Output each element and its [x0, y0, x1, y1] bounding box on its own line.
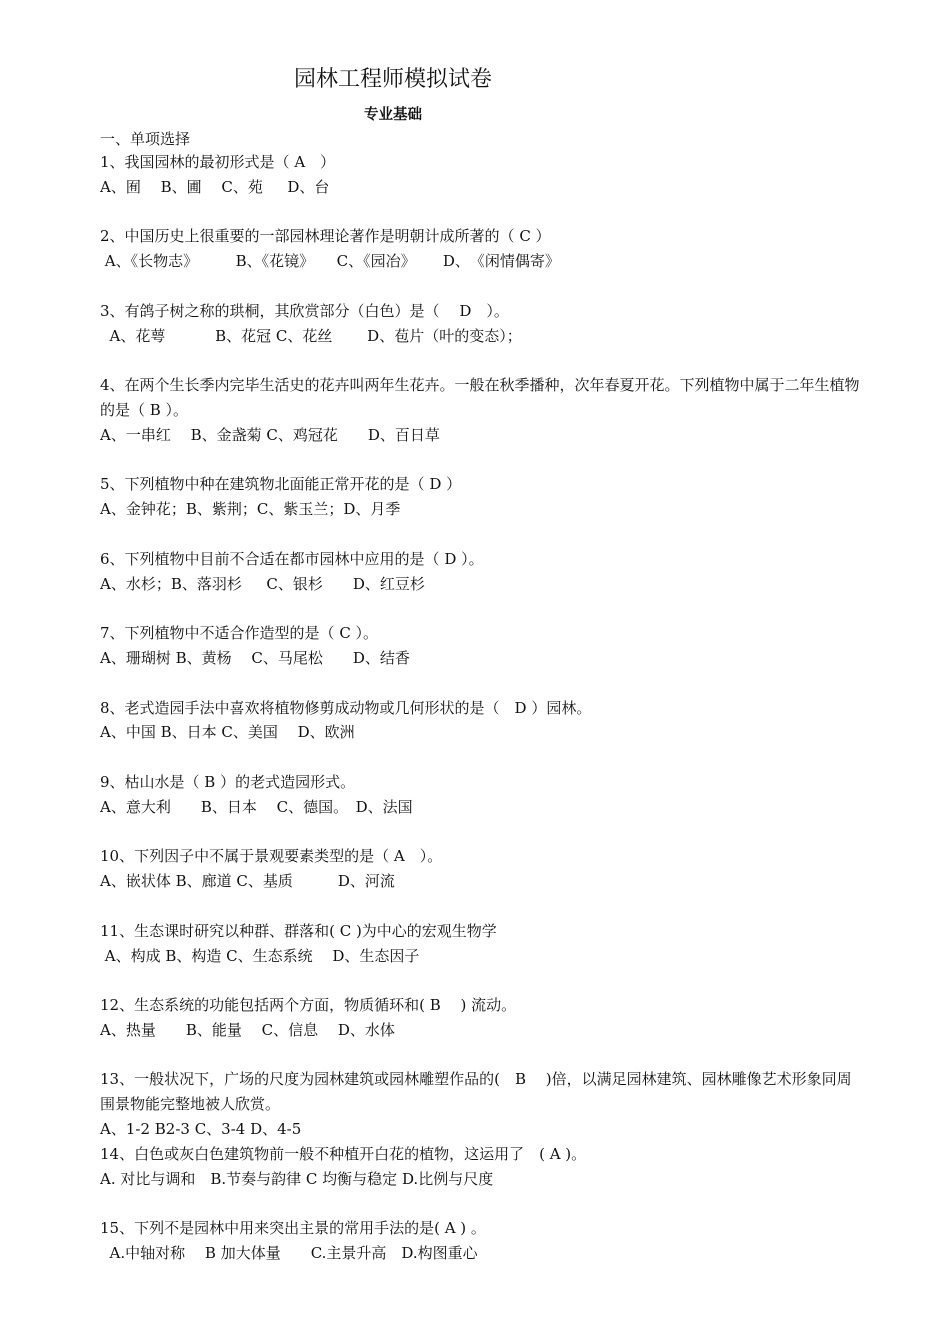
question-options: A、热量 B、能量 C、信息 D、水体 — [100, 1020, 395, 1039]
question-stem: 14、白色或灰白色建筑物前一般不种植开白花的植物，这运用了 ( A )。 — [100, 1144, 587, 1163]
question-10 — [100, 844, 860, 894]
question-4 — [100, 373, 860, 447]
question-2 — [100, 224, 860, 274]
question-list — [100, 150, 860, 1291]
question-options: A、花萼 B、花冠 C、花丝 D、苞片（叶的变态）； — [100, 326, 522, 345]
question-stem: 6、下列植物中目前不合适在都市园林中应用的是（ D ）。 — [100, 549, 484, 568]
question-options: A、意大利 B、日本 C、德国。 D、法国 — [100, 797, 413, 816]
question-stem: 7、下列植物中不适合作造型的是（ C ）。 — [100, 624, 379, 643]
question-options: A、一串红 B、金盏菊 C、鸡冠花 D、百日草 — [100, 425, 440, 444]
question-stem: 13、一般状况下，广场的尺度为园林建筑或园林雕塑作品的( B )倍，以满足园林建筑、园林雕像艺术形象同周围景物能完整地被人欣赏。 — [100, 1070, 852, 1114]
question-options: A. 对比与调和 B.节奏与韵律 C 均衡与稳定 D.比例与尺度 — [100, 1169, 494, 1188]
question-1 — [100, 150, 860, 200]
page-title: 园林工程师模拟试卷 — [293, 67, 492, 92]
question-6 — [100, 547, 860, 597]
question-stem: 1、我国园林的最初形式是（ A ） — [100, 153, 336, 171]
question-options: A、1-2 B2-3 C、3-4 D、4-5 — [100, 1120, 302, 1139]
question-stem: 11、生态课时研究以种群、群落和( C )为中心的宏观生物学 — [100, 921, 497, 940]
question-stem: 12、生态系统的功能包括两个方面，物质循环和( B ) 流动。 — [100, 996, 517, 1015]
question-options: A、金钟花；B、紫荆；C、紫玉兰；D、月季 — [100, 500, 401, 519]
question-options: A、囿 B、圃 C、苑 D、台 — [100, 177, 330, 196]
section-heading: 一、单项选择 — [100, 130, 191, 148]
question-stem: 3、有鸽子树之称的珙桐，其欣赏部分（白色）是（ D ）。 — [100, 301, 509, 320]
page-subtitle: 专业基础 — [364, 107, 422, 123]
question-stem: 15、下列不是园林中用来突出主景的常用手法的是( A ) 。 — [100, 1219, 486, 1238]
question-7 — [100, 621, 860, 671]
question-stem: 4、在两个生长季内完毕生活史的花卉叫两年生花卉。一般在秋季播种，次年春夏开花。下列植物中属于二年生植物的是（ B ）。 — [100, 376, 860, 419]
question-options: A、《长物志》 B、《花镜》 C、《园冶》 D、 《闲情偶寄》 — [100, 252, 560, 271]
question-12 — [100, 993, 860, 1043]
question-options: A.中轴对称 B 加大体量 C.主景升高 D.构图重心 — [100, 1244, 478, 1263]
question-8 — [100, 696, 860, 746]
question-stem: 2、中国历史上很重要的一部园林理论著作是明朝计成所著的（ C ） — [100, 227, 551, 246]
question-14 — [100, 1142, 860, 1192]
question-5 — [100, 472, 860, 522]
question-13 — [100, 1067, 860, 1141]
question-15 — [100, 1216, 860, 1266]
question-9 — [100, 770, 860, 820]
question-stem: 8、老式造园手法中喜欢将植物修剪成动物或几何形状的是（ D ）园林。 — [100, 698, 592, 717]
question-3 — [100, 299, 860, 349]
question-stem: 5、下列植物中种在建筑物北面能正常开花的是（ D ） — [100, 475, 462, 494]
question-11 — [100, 919, 860, 969]
question-options: A、构成 B、构造 C、生态系统 D、生态因子 — [100, 946, 420, 965]
question-options: A、珊瑚树 B、黄杨 C、马尾松 D、结香 — [100, 648, 410, 667]
question-options: A、水杉；B、落羽杉 C、银杉 D、红豆杉 — [100, 574, 425, 593]
question-stem: 10、下列因子中不属于景观要素类型的是（ A ）。 — [100, 847, 443, 866]
question-options: A、嵌状体 B、廊道 C、基质 D、河流 — [100, 872, 395, 891]
question-options: A、中国 B、日本 C、美国 D、欧洲 — [100, 723, 355, 742]
question-stem: 9、枯山水是（ B ）的老式造园形式。 — [100, 772, 356, 791]
